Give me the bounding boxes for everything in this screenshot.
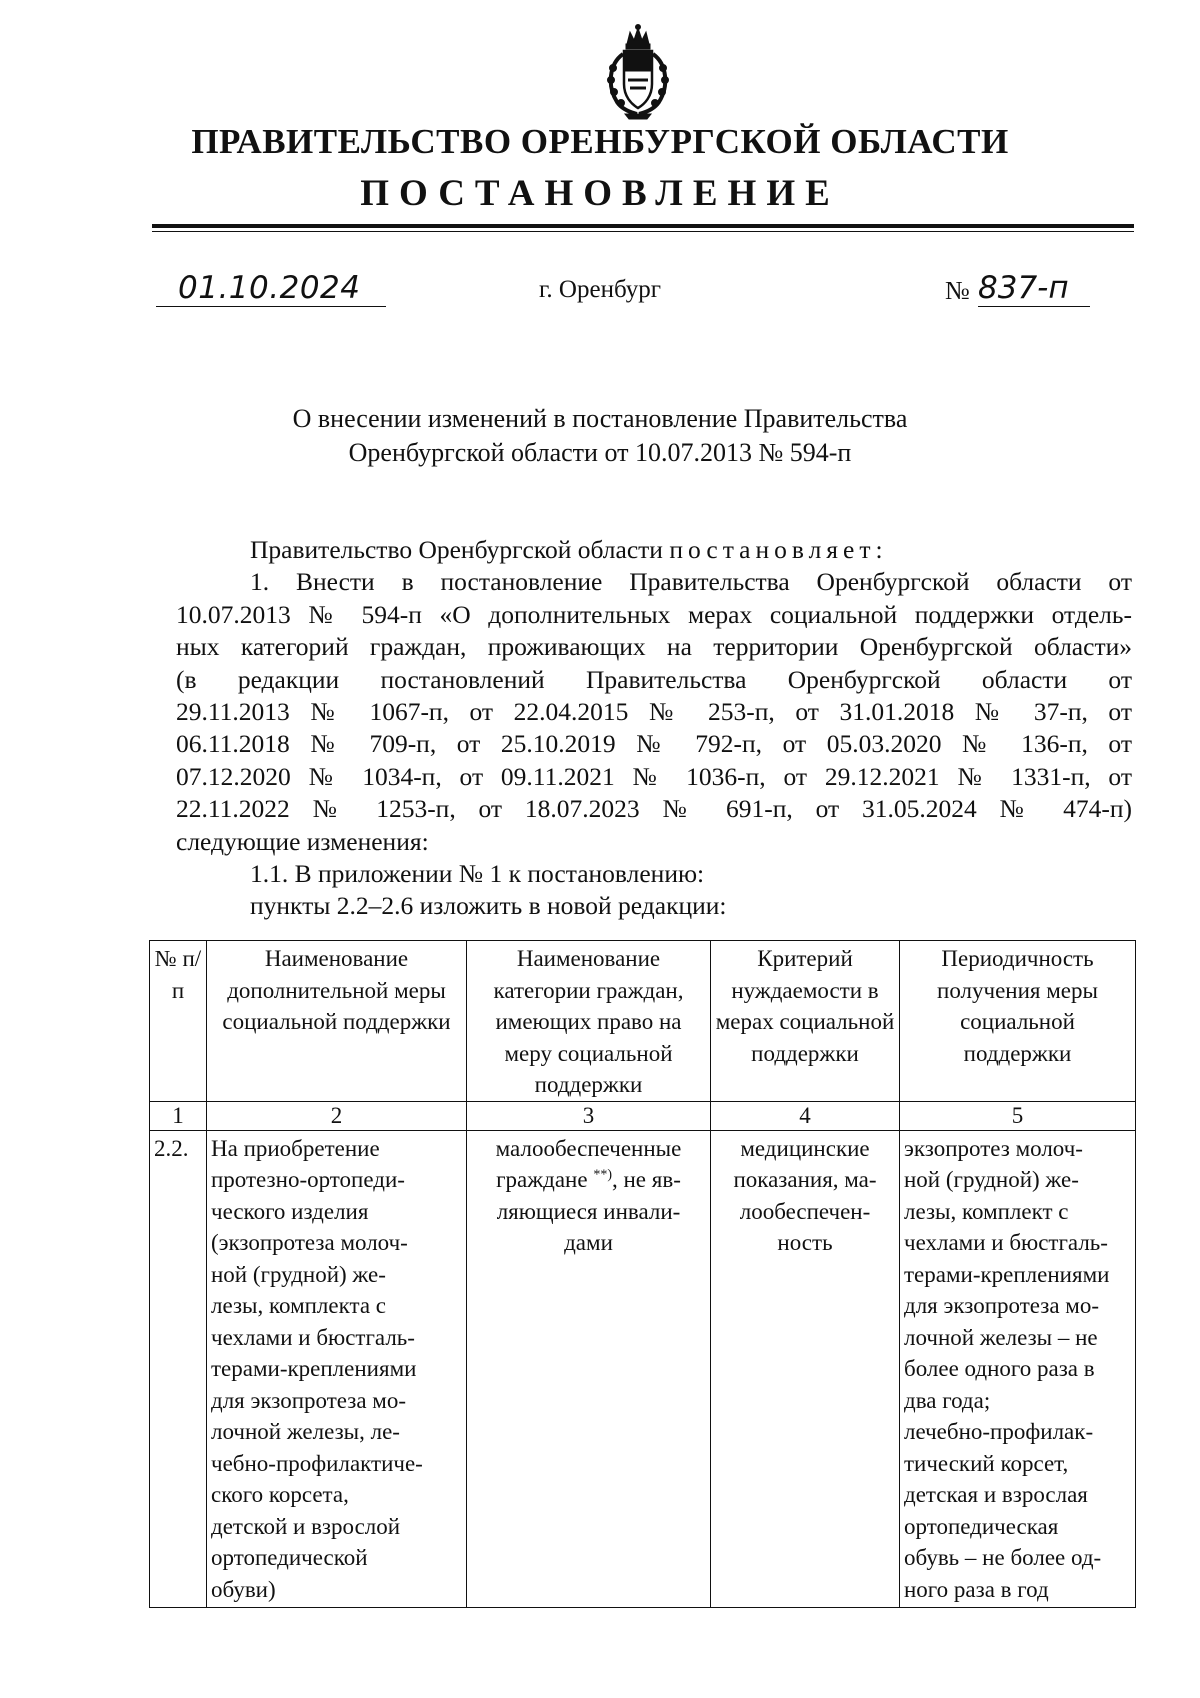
table-row — [150, 1130, 1136, 1608]
column-header: № п/п — [150, 941, 207, 1102]
column-header: Периодичность получения меры социальной поддержки — [900, 941, 1136, 1102]
column-header: Наименование категории граждан, имеющих право на меру социальной поддержки — [467, 941, 711, 1102]
column-number: 2 — [207, 1101, 467, 1130]
document-number: 837-п — [978, 270, 1069, 306]
orenburg-coat-of-arms-icon — [603, 24, 673, 120]
column-number: 1 — [150, 1101, 207, 1130]
intro-prefix: Правительство Оренбургской области — [250, 535, 663, 564]
item1-line: 22.11.2022 № 1253-п, от 18.07.2023 № 691-п, от 31.05.2024 № 474-п) — [176, 794, 1132, 824]
column-header: Критерий нуждаемости в мерах социальной поддержки — [711, 941, 900, 1102]
document-type: ПОСТАНОВЛЕНИЕ — [360, 173, 840, 214]
table-column-numbers-row — [150, 1101, 1136, 1130]
footnote-mark: **) — [593, 1167, 612, 1183]
column-number: 5 — [900, 1101, 1136, 1130]
government-title: ПРАВИТЕЛЬСТВО ОРЕНБУРГСКОЙ ОБЛАСТИ — [191, 122, 1009, 161]
category-text-continued: , не яв- ляющиеся инвали- дами — [496, 1167, 681, 1255]
subject-line: Оренбургской области от 10.07.2013 № 594-п — [348, 438, 852, 467]
document-subject — [0, 402, 1200, 470]
date-underline — [156, 306, 386, 307]
item1-1-points: пункты 2.2–2.6 изложить в новой редакции: — [250, 891, 727, 921]
row-number: 2.2. — [150, 1130, 207, 1608]
periodicity: экзопротез молоч- ной (грудной) же- лезы, комплект с чехлами и бюстгаль- терами-креплениями для экзопротеза мо- лочной железы – не более одного раза в два года; лечебно-профилак- тический корсет, детская и взрослая ортопедическая обувь – не более од- ного раза в год — [900, 1130, 1136, 1608]
citizen-category — [467, 1130, 711, 1608]
column-number: 4 — [711, 1101, 900, 1130]
intro-verb: постановляет: — [669, 535, 888, 564]
item1-1: 1.1. В приложении № 1 к постановлению: — [250, 859, 705, 889]
item1-line: (в редакции постановлений Правительства Оренбургской области от — [176, 664, 1132, 694]
table-header-row — [150, 941, 1136, 1102]
item1-line: 1. Внести в постановление Правительства Оренбургской области от — [250, 567, 1132, 597]
item1-line: 10.07.2013 № 594-п «О дополнительных мерах социальной поддержки отдель- — [176, 599, 1132, 629]
number-sign: № — [945, 276, 970, 305]
subject-line: О внесении изменений в постановление Правительства — [292, 404, 908, 433]
document-body — [176, 534, 1132, 923]
column-number: 3 — [467, 1101, 711, 1130]
category-text: малообеспеченные граждане — [495, 1135, 682, 1192]
document-city: г. Оренбург — [539, 276, 661, 303]
measures-table — [149, 940, 1136, 1608]
measure-name: На приобретение протезно-ортопеди- ческого изделия (экзопротеза молоч- ной (грудной) же- лезы, комплекта с чехлами и бюстгаль- терами-креплениями для экзопротеза мо- лочной железы, ле- чебно-профилактиче- ского корсета, детской и взрослой ортопедической обуви) — [207, 1130, 467, 1608]
item1-line: 07.12.2020 № 1034-п, от 09.11.2021 № 1036-п, от 29.12.2021 № 1331-п, от — [176, 761, 1132, 791]
document-date: 01.10.2024 — [178, 270, 361, 306]
number-underline — [978, 306, 1090, 307]
item1-line: ных категорий граждан, проживающих на территории Оренбургской области» — [176, 632, 1132, 662]
header-divider — [152, 224, 1134, 228]
item1-line: следующие изменения: — [176, 826, 429, 856]
column-header: Наименование дополнительной меры социальной поддержки — [207, 941, 467, 1102]
item1-line: 06.11.2018 № 709-п, от 25.10.2019 № 792-п, от 05.03.2020 № 136-п, от — [176, 729, 1132, 759]
need-criterion: медицинские показания, ма- лообеспечен- ность — [711, 1130, 900, 1608]
header-divider-thin — [152, 231, 1134, 232]
intro-paragraph — [176, 534, 1132, 566]
item1-line: 29.11.2013 № 1067-п, от 22.04.2015 № 253-п, от 31.01.2018 № 37-п, от — [176, 697, 1132, 727]
